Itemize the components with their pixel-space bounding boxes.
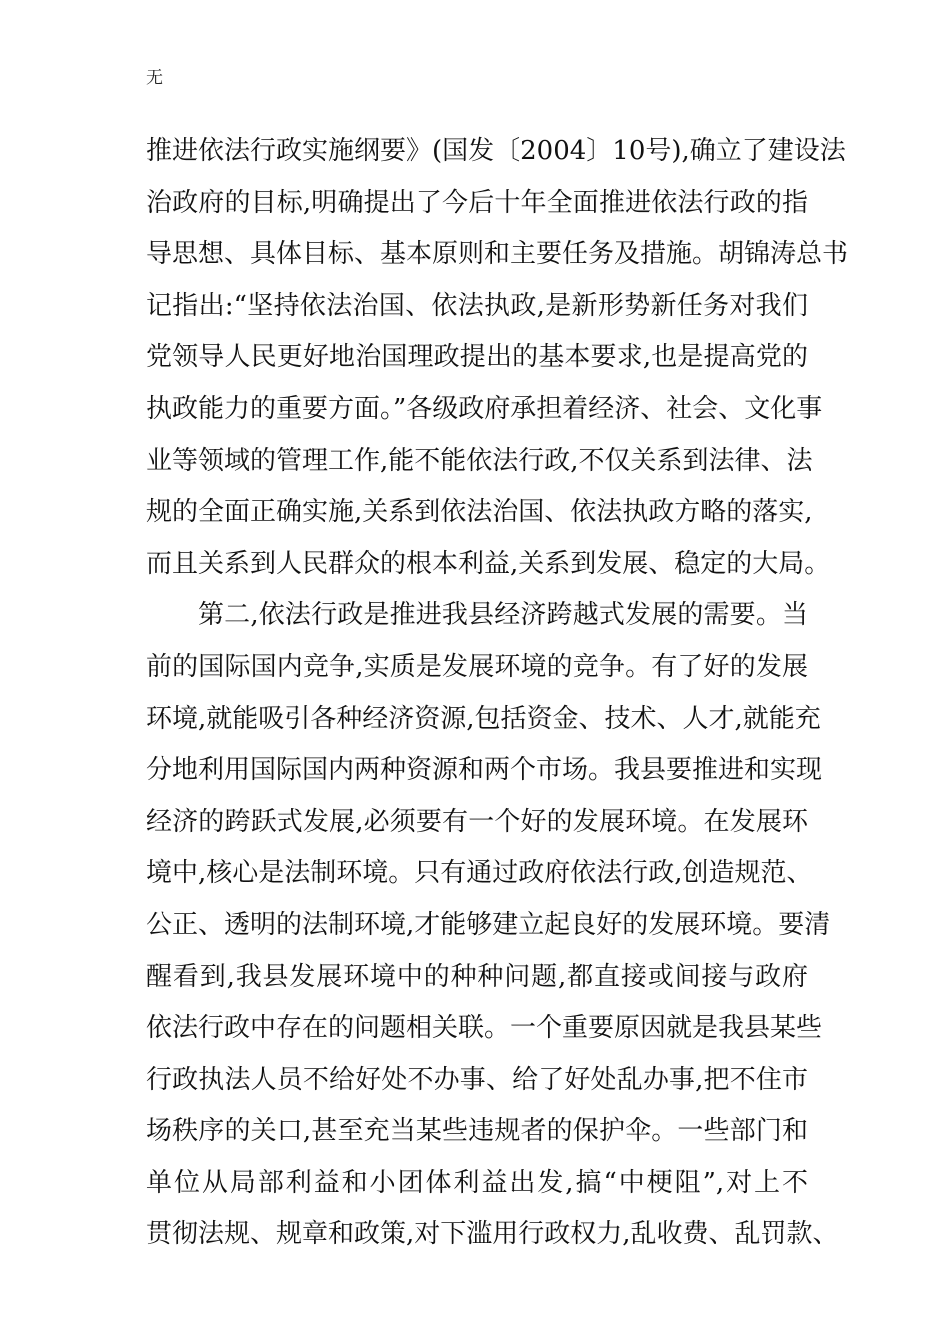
text-line: 醒看到,我县发展环境中的种种问题,都直接或间接与政府: [146, 961, 808, 992]
text-line: 而且关系到人民群众的根本利益,关系到发展、稳定的大局。: [146, 548, 831, 579]
page-header: 无: [146, 68, 163, 88]
text-line: 规的全面正确实施,关系到依法治国、依法执政方略的落实,: [146, 497, 813, 528]
text-line: 经济的跨跃式发展,必须要有一个好的发展环境。在发展环: [146, 806, 808, 837]
text-line: 公正、透明的法制环境,才能够建立起良好的发展环境。要清: [146, 909, 831, 940]
text-line: 党领导人民更好地治国理政提出的基本要求,也是提高党的: [146, 342, 808, 373]
text-line: 单位从局部利益和小团体利益出发,搞“中梗阻”,对上不: [146, 1167, 808, 1198]
text-line: 推进依法行政实施纲要》(国发〔2004〕10号),确立了建设法: [146, 136, 846, 166]
text-line: 前的国际国内竞争,实质是发展环境的竞争。有了好的发展: [146, 651, 808, 682]
text-line: 行政执法人员不给好处不办事、给了好处乱办事,把不住市: [146, 1064, 808, 1095]
text-line: 导思想、具体目标、基本原则和主要任务及措施。胡锦涛总书: [146, 239, 849, 270]
text-line: 分地利用国际国内两种资源和两个市场。我县要推进和实现: [146, 755, 823, 786]
text-line: 场秩序的关口,甚至充当某些违规者的保护伞。一些部门和: [146, 1116, 808, 1147]
text-line: 境中,核心是法制环境。只有通过政府依法行政,创造规范、: [146, 858, 813, 889]
text-line: 环境,就能吸引各种经济资源,包括资金、技术、人才,就能充: [146, 703, 821, 734]
paragraph-start-line: 第二,依法行政是推进我县经济跨越式发展的需要。当: [198, 600, 808, 631]
text-line: 执政能力的重要方面。”各级政府承担着经济、社会、文化事: [146, 393, 823, 424]
text-line: 记指出:“坚持依法治国、依法执政,是新形势新任务对我们: [146, 290, 808, 321]
body-text: [146, 126, 849, 1261]
text-line: 治政府的目标,明确提出了今后十年全面推进依法行政的指: [146, 187, 808, 218]
text-line: 业等领域的管理工作,能不能依法行政,不仅关系到法律、法: [146, 445, 813, 476]
text-line: 依法行政中存在的问题相关联。一个重要原因就是我县某些: [146, 1013, 823, 1044]
text-line: 贯彻法规、规章和政策,对下滥用行政权力,乱收费、乱罚款、: [146, 1219, 839, 1250]
